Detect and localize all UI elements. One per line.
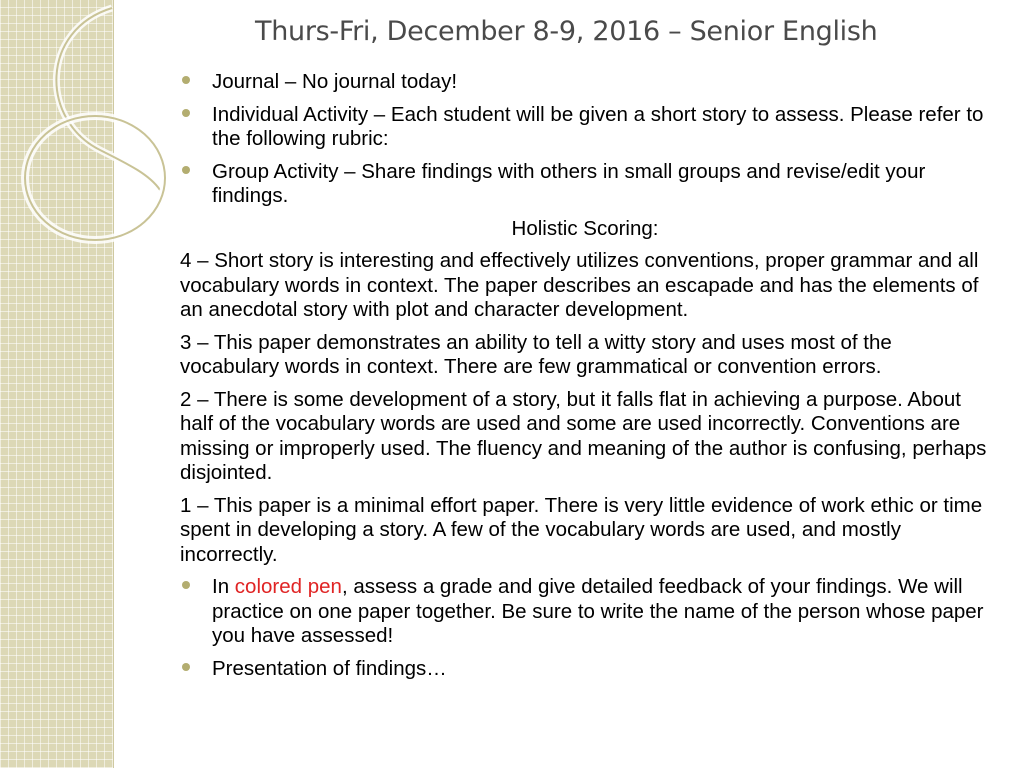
- bullet-icon: [182, 581, 190, 589]
- rubric-score-1: 1 – This paper is a minimal effort paper. There is very little evidence of work ethic or time spent in developing a story. A few of the vocabulary words are used, and mostly incorrectly.: [180, 493, 983, 566]
- list-item: [180, 657, 990, 682]
- presentation-text: Presentation of findings…: [212, 656, 447, 680]
- rubric-score-4: 4 – Short story is interesting and effectively utilizes conventions, proper grammar and all vocabulary words in context. The paper describes an escapade and has the elements of an anecdotal story with plot and character development.: [180, 249, 979, 321]
- list-item: [180, 575, 990, 649]
- bullet-icon: [182, 166, 190, 174]
- bullet-icon: [182, 109, 190, 117]
- pen-text-before: In: [212, 575, 235, 598]
- page-title: Thurs-Fri, December 8-9, 2016 – Senior English: [255, 16, 878, 47]
- rubric-score-3: 3 – This paper demonstrates an ability to tell a witty story and uses most of the vocabulary words in context. There are few grammatical or convention errors.: [180, 330, 892, 378]
- pen-instruction: [212, 575, 984, 647]
- slide-content: [180, 70, 990, 689]
- pen-text-after: , assess a grade and give detailed feedback of your findings. We will practice on one paper together. Be sure to write the name of the person whose paper you have assessed!: [212, 575, 984, 647]
- group-activity-text: Group Activity – Share findings with others in small groups and revise/edit your findings.: [212, 159, 926, 207]
- bullet-icon: [182, 76, 190, 84]
- list-item: [180, 70, 990, 95]
- bullet-icon: [182, 663, 190, 671]
- individual-activity-text: Individual Activity – Each student will be given a short story to assess. Please refer to the following rubric:: [212, 102, 984, 150]
- rubric-score-2: 2 – There is some development of a story, but it falls flat in achieving a purpose. About half of the vocabulary words are used and some are used incorrectly. Conventions are missing or improperly used. The fluency and meaning of the author is confusing, perhaps disjointed.: [180, 387, 987, 484]
- colored-pen-highlight: colored pen: [234, 575, 342, 598]
- journal-text: Journal – No journal today!: [212, 70, 458, 93]
- decorative-swirl: [0, 0, 200, 260]
- rubric-heading: Holistic Scoring:: [511, 216, 659, 240]
- list-item: [180, 160, 990, 209]
- list-item: [180, 103, 990, 152]
